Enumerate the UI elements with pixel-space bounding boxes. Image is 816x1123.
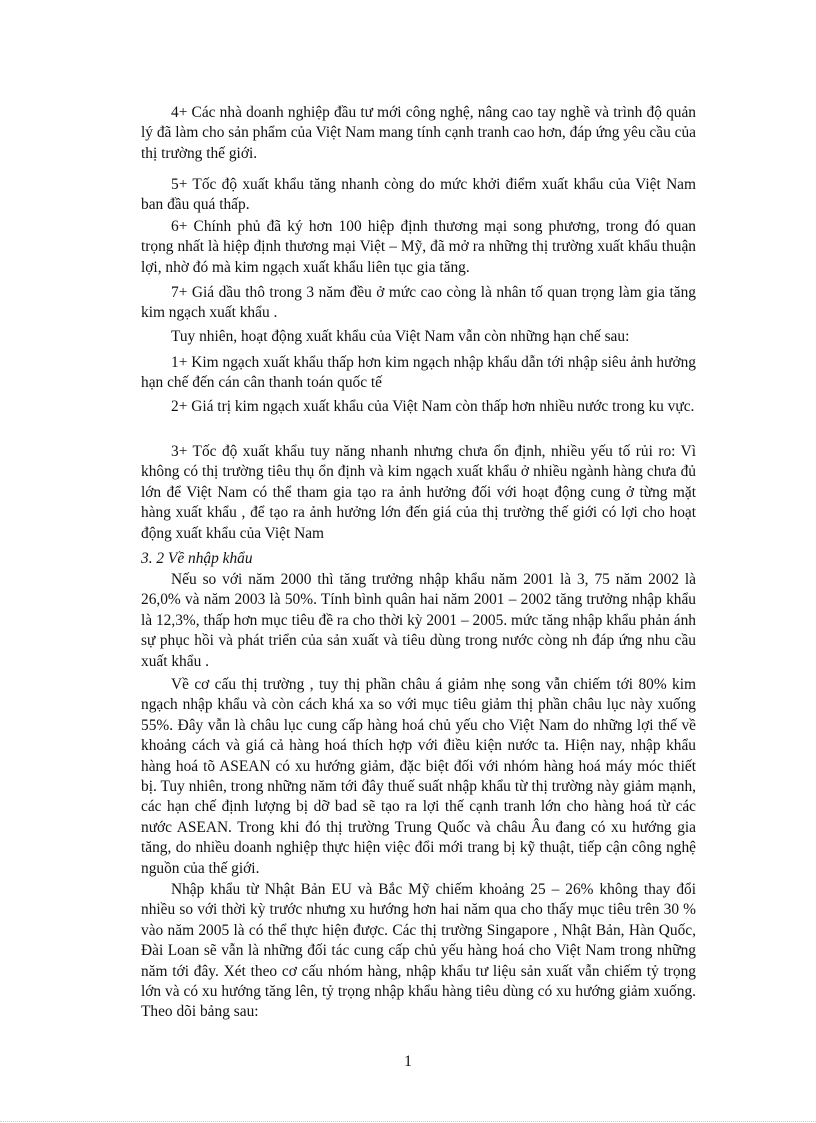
paragraph-import-partners: Nhập khẩu từ Nhật Bản EU và Bắc Mỹ chiếm khoảng 25 – 26% không thay đổi nhiều so với thời kỳ trước nhưng xu hướng hơn hai năm qua cho thấy mục tiêu trên 30 % vào năm 2005 là có thể thực hiện được. Các thị trường Singapore , Nhật Bản, Hàn Quốc, Đài Loan sẽ vẫn là những đối tác cung cấp chủ yếu hàng hoá cho Việt Nam trong những năm tới đây. Xét theo cơ cấu nhóm hàng, nhập khẩu tư liệu sản xuất vẫn chiếm tỷ trọng lớn và có xu hướng tăng lên, tỷ trọng nhập khẩu hàng tiêu dùng có xu hướng giảm xuống. Theo dõi bảng sau:: [141, 881, 696, 1021]
paragraph-5-growth: 5+ Tốc độ xuất khẩu tăng nhanh còng do mức khởi điểm xuất khẩu của Việt Nam ban đầu quá thấp.: [141, 176, 696, 214]
paragraph-limitation-1: 1+ Kim ngạch xuất khẩu thấp hơn kim ngạch nhập khẩu dẫn tới nhập siêu ảnh hưởng hạn chế đến cán cân thanh toán quốc tế: [141, 354, 696, 392]
section-heading-imports: 3. 2 Về nhập khẩu: [141, 550, 253, 567]
paragraph-6-trade-agreements: 6+ Chính phủ đã ký hơn 100 hiệp định thương mại song phương, trong đó quan trọng nhất là hiệp định thương mại Việt – Mỹ, đã mở ra những thị trường xuất khẩu thuận lợi, nhờ đó mà kim ngạch xuất khẩu liên tục gia tăng.: [141, 218, 696, 276]
paragraph-import-growth: Nếu so với năm 2000 thì tăng trưởng nhập khẩu năm 2001 là 3, 75 năm 2002 là 26,0% và năm 2003 là 50%. Tính bình quân hai năm 2001 – 2002 tăng trưởng nhập khẩu là 12,3%, thấp hơn mục tiêu đề ra cho thời kỳ 2001 – 2005. mức tăng nhập khẩu phản ánh sự phục hồi và phát triển của sản xuất và tiêu dùng trong nước còng nh đáp ứng nhu cầu xuất khẩu .: [141, 571, 696, 670]
paragraph-market-structure: Về cơ cấu thị trường , tuy thị phần châu á giảm nhẹ song vẫn chiếm tới 80% kim ngạch nhập khẩu và còn cách khá xa so với mục tiêu giảm thị phần châu lục này xuống 55%. Đây vẫn là châu lục cung cấp hàng hoá chủ yếu cho Việt Nam do những lợi thế về khoảng cách và giá cả hàng hoá thích hợp với điều kiện nước ta. Hiện nay, nhập khẩu hàng hoá tõ ASEAN có xu hướng giảm, đặc biệt đối với nhóm hàng hoá máy móc thiết bị. Tuy nhiên, trong những năm tới đây thuế suất nhập khẩu từ thị trường này giảm mạnh, các hạn chế định lượng bị dỡ bad sẽ tạo ra lợi thế cạnh tranh lớn cho hàng hoá từ các nước ASEAN. Trong khi đó thị trường Trung Quốc và châu Âu đang có xu hướng gia tăng, do nhiều doanh nghiệp thực hiện việc đổi mới trang bị kỹ thuật, tiếp cận công nghệ nguồn của thế giới.: [141, 676, 696, 877]
paragraph-limitations-intro: Tuy nhiên, hoạt động xuất khẩu của Việt Nam vẫn còn những hạn chế sau:: [171, 328, 630, 345]
paragraph-7-crude-oil: 7+ Giá dầu thô trong 3 năm đều ở mức cao còng là nhân tố quan trọng làm gia tăng kim ngạch xuất khẩu .: [141, 284, 696, 322]
paragraph-4-tech: 4+ Các nhà doanh nghiệp đầu tư mới công nghệ, nâng cao tay nghề và trình độ quản lý đã làm cho sản phẩm của Việt Nam mang tính cạnh tranh cao hơn, đáp ứng yêu cầu của thị trường thế giới.: [141, 104, 696, 162]
paragraph-limitation-3: 3+ Tốc độ xuất khẩu tuy năng nhanh nhưng chưa ổn định, nhiều yếu tố rủi ro: Vì không có thị trường tiêu thụ ổn định và kim ngạch xuất khẩu ở nhiều ngành hàng chưa đủ lớn để Việt Nam có thể tham gia tạo ra ảnh hưởng đối với hoạt động cung ở từng mặt hàng xuất khẩu , để tạo ra ảnh hưởng lớn đến giá của thị trường thế giới có lợi cho hoạt động xuất khẩu của Việt Nam: [141, 443, 696, 542]
page-number: 1: [404, 1053, 412, 1070]
paragraph-limitation-2: 2+ Giá trị kim ngạch xuất khẩu của Việt Nam còn thấp hơn nhiều nước trong ku vực.: [171, 398, 695, 415]
